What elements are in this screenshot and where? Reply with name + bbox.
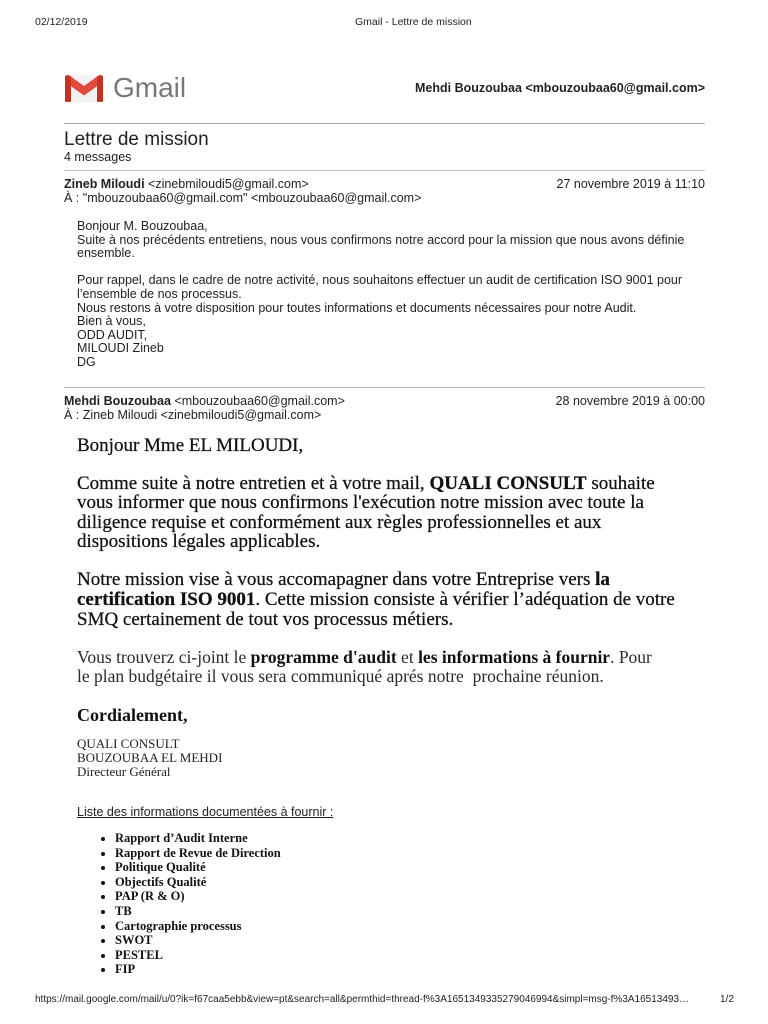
body-line: Bonjour M. Bouzoubaa, xyxy=(77,219,208,233)
list-item: • Rapport d’Audit Interne xyxy=(115,831,281,846)
sender-email: <zinebmiloudi5@gmail.com> xyxy=(148,177,309,191)
print-page-number: 1/2 xyxy=(720,994,734,1005)
thread-divider xyxy=(64,170,705,171)
print-footer-url: https://mail.google.com/mail/u/0?ik=f67caa5ebb&view=pt&search=all&permthid=thread-f%3A1651349335279046994&simpl=msg-f%3A16513493… xyxy=(35,994,690,1005)
message-count: 4 messages xyxy=(64,150,132,164)
bold-text: les informations à fournir xyxy=(418,646,611,667)
letter-paragraph xyxy=(77,648,652,686)
text-segment: SMQ certainement de tout vos processus métiers. xyxy=(77,609,454,630)
body-line: ensemble. xyxy=(77,246,135,261)
gmail-wordmark: Gmail xyxy=(113,72,187,103)
list-item: • Cartographie processus xyxy=(115,919,281,934)
documents-list-title: Liste des informations documentées à fournir : xyxy=(77,805,334,819)
body-line xyxy=(77,513,655,532)
bold-text: la xyxy=(595,569,610,590)
body-line: Bien à vous, xyxy=(77,314,146,329)
body-line: ODD AUDIT, xyxy=(77,327,148,342)
signature-block xyxy=(77,737,222,779)
bold-text: QUALI CONSULT xyxy=(429,473,587,494)
sender-email: <mbouzoubaa60@gmail.com> xyxy=(174,394,345,408)
signature-line: BOUZOUBAA EL MEHDI xyxy=(77,750,223,765)
recipient-line xyxy=(64,191,705,205)
list-item: • FIP xyxy=(115,962,281,977)
text-segment: et xyxy=(396,646,419,667)
message-body xyxy=(77,220,705,370)
text-segment: le plan budgétaire il vous sera communiqué aprés notre prochaine réunion. xyxy=(77,665,604,686)
print-date: 02/12/2019 xyxy=(35,16,88,28)
body-line: Nous restons à votre disposition pour toutes informations et documents nécessaires pour notre Audit. xyxy=(77,300,637,315)
letter-greeting: Bonjour Mme EL MILOUDI, xyxy=(77,435,304,456)
body-line: MILOUDI Zineb xyxy=(77,341,164,356)
list-item: • PAP (R & O) xyxy=(115,889,281,904)
body-line xyxy=(77,493,655,512)
bold-text: certification ISO 9001 xyxy=(77,589,256,610)
list-item: • TB xyxy=(115,904,281,919)
letter-paragraph xyxy=(77,570,675,630)
body-paragraph xyxy=(77,220,705,261)
message-date: 27 novembre 2019 à 11:10 xyxy=(556,177,705,191)
body-line xyxy=(77,648,652,667)
body-line: Pour rappel, dans le cadre de notre activité, nous souhaitons effectuer un audit de certification ISO 9001 pour xyxy=(77,273,683,288)
body-line: l’ensemble de nos processus. xyxy=(77,286,242,301)
signature-line: Directeur Général xyxy=(77,764,171,779)
print-title: Gmail - Lettre de mission xyxy=(355,16,472,28)
text-segment: Vous trouverz ci-joint le xyxy=(77,646,251,667)
text-segment: vous informer que nous confirmons l'exécution notre mission avec toute la xyxy=(77,492,644,514)
body-paragraph xyxy=(77,274,705,369)
text-segment: . Pour xyxy=(610,646,652,667)
recipient-line xyxy=(64,408,705,422)
body-line xyxy=(77,667,652,686)
body-line xyxy=(77,570,675,590)
thread-subject: Lettre de mission xyxy=(64,129,209,150)
body-line xyxy=(77,474,655,493)
text-segment: Notre mission vise à vous accomapagner dans votre Entreprise vers xyxy=(77,569,596,590)
body-line xyxy=(77,610,675,630)
message-header xyxy=(64,177,705,191)
account-owner: Mehdi Bouzoubaa <mbouzoubaa60@gmail.com> xyxy=(414,81,705,95)
text-segment: souhaite xyxy=(586,473,655,494)
message-date: 28 novembre 2019 à 00:00 xyxy=(555,394,705,408)
recipient-label: À : xyxy=(64,191,80,205)
text-segment: diligence requise et conformément aux règles professionnelles et aux xyxy=(77,511,602,533)
letter-paragraph xyxy=(77,474,655,552)
message-header xyxy=(64,394,705,408)
header-divider xyxy=(64,123,705,124)
letter-closing: Cordialement, xyxy=(77,705,188,725)
text-segment: Comme suite à notre entretien et à votre mail, xyxy=(77,473,430,494)
list-item: • PESTEL xyxy=(115,948,281,963)
list-item: • Objectifs Qualité xyxy=(115,875,281,890)
message-divider xyxy=(64,387,705,388)
recipient-address: "mbouzoubaa60@gmail.com" <mbouzoubaa60@gmail.com> xyxy=(82,191,422,205)
sender-name: Mehdi Bouzoubaa xyxy=(64,394,171,408)
documents-list xyxy=(77,831,281,977)
list-item: • Rapport de Revue de Direction xyxy=(115,846,281,861)
text-segment: . Cette mission consiste à vérifier l’adéquation de votre xyxy=(255,589,675,610)
recipient-label: À : xyxy=(64,408,80,422)
body-line: Suite à nos précédents entretiens, nous vous confirmons notre accord pour la mission que nous avons définie xyxy=(77,232,685,247)
list-item: • Politique Qualité xyxy=(115,860,281,875)
signature-line: QUALI CONSULT xyxy=(77,736,180,751)
list-item: • SWOT xyxy=(115,933,281,948)
bold-text: programme d'audit xyxy=(250,646,397,667)
body-line xyxy=(77,532,655,551)
body-line: DG xyxy=(77,354,96,369)
sender-name: Zineb Miloudi xyxy=(64,177,145,191)
body-line xyxy=(77,590,675,610)
recipient-address: Zineb Miloudi <zinebmiloudi5@gmail.com> xyxy=(82,408,322,422)
text-segment: dispositions légales applicables. xyxy=(77,531,321,553)
